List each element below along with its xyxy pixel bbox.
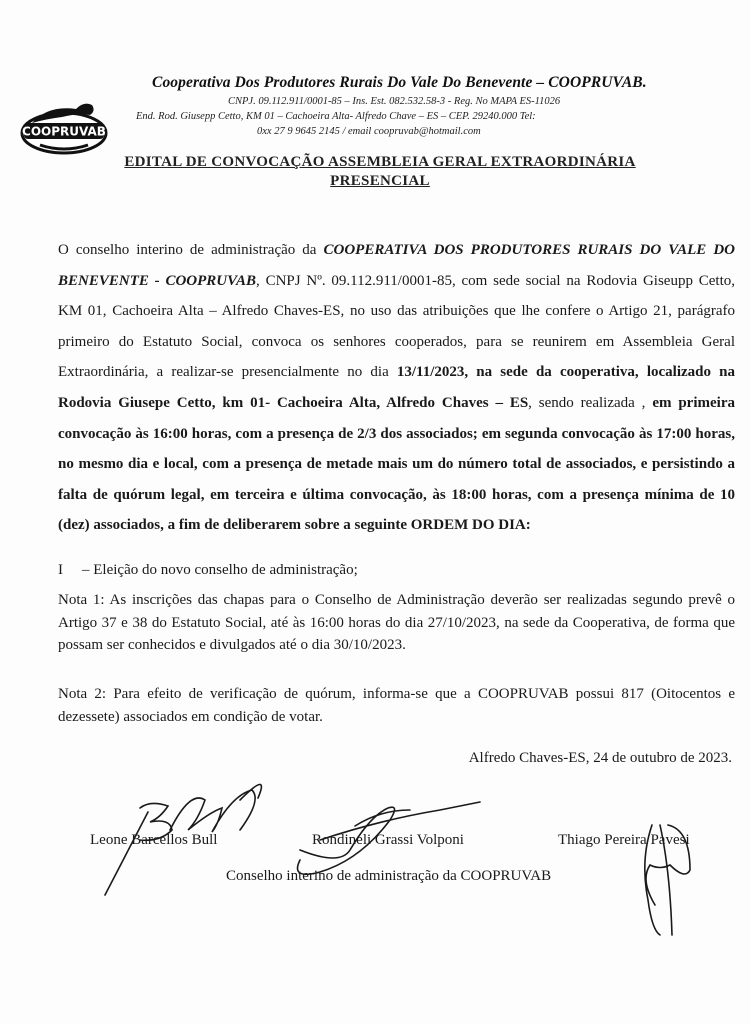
convocation-paragraph (58, 235, 735, 541)
note-1: Nota 1: As inscrições das chapas para o Conselho de Administração deverão ser realizadas segundo prevê o Artigo 37 e 38 do Estatuto Social, até às 16:00 horas do dia 27/10/2023, na sede da Cooperativa, de forma que possam ser conhecidos e divulgados até o dia 30/10/2023. (58, 592, 735, 653)
para-details: , CNPJ Nº. 09.112.911/0001-85, com sede social na Rodovia Giseupp Cetto, KM 01, Cachoeira Alta – Alfredo Chaves-ES, no uso das atribuições que lhe confere o Artigo 21, parágrafo primeiro do Estatuto Social, convoca os senhores cooperados, para se reunirem em Assembleia Geral Extraordinária, a realizar-se presencialmente no dia (58, 272, 735, 381)
para-connector: , sendo realizada , (528, 394, 653, 411)
organization-name: Cooperativa Dos Produtores Rurais Do Vale Do Benevente – COOPRUVAB. (152, 74, 647, 91)
agenda-text: – Eleição do novo conselho de administração; (82, 562, 358, 578)
signatory-name: Thiago Pereira Pavesi (558, 832, 690, 848)
logo-text: COOPRUVAB (22, 124, 106, 139)
signature-1 (105, 803, 172, 895)
signatory-name: Leone Barcellos Bull (90, 832, 218, 848)
meeting-date-location: 13/11/2023, na sede da cooperativa, localizado na Rodovia Giusepe Cetto, km 01- Cachoeira Alta, Alfredo Chaves – ES (58, 364, 735, 411)
header-registration: CNPJ. 09.112.911/0001-85 – Ins. Est. 082.532.58-3 - Reg. No MAPA ES-11026 (228, 96, 561, 107)
signatory-name: Rondineli Grassi Volponi (312, 832, 464, 848)
header-contact: 0xx 27 9 9645 2145 / email coopruvab@hotmail.com (257, 126, 481, 137)
document-title (60, 153, 700, 191)
agenda-item (58, 562, 358, 579)
coopruvab-logo (18, 95, 110, 157)
title-line-2: PRESENCIAL (330, 173, 430, 189)
place-date: Alfredo Chaves-ES, 24 de outubro de 2023. (468, 750, 732, 766)
convocation-schedule: em primeira convocação às 16:00 horas, com a presença de 2/3 dos associados; em segunda convocação às 17:00 horas, no mesmo dia e local, com a presença de metade mais um do número total de associados, e persistindo a falta de quórum legal, em terceira e última convocação, às 18:00 horas, com a presença mínima de 10 (dez) associados, a fim de deliberarem sobre a seguinte ORDEM DO DIA: (58, 394, 735, 534)
cooperative-name: COOPERATIVA DOS PRODUTORES RURAIS DO VALE DO BENEVENTE - COOPRUVAB (58, 242, 735, 289)
agenda-numeral: I (58, 562, 63, 578)
header-address: End. Rod. Giusepp Cetto, KM 01 – Cachoeira Alta- Alfredo Chave – ES – CEP. 29240.000 Tel: (136, 111, 536, 122)
title-line-1: EDITAL DE CONVOCAÇÃO ASSEMBLEIA GERAL EXTRAORDINÁRIA (124, 154, 636, 170)
council-label: Conselho interino de administração da COOPRUVAB (226, 868, 552, 884)
para-intro: O conselho interino de administração da (58, 242, 324, 258)
note-2: Nota 2: Para efeito de verificação de quórum, informa-se que a COOPRUVAB possui 817 (Oitocentos e dezessete) associados em condição de votar. (58, 686, 735, 725)
